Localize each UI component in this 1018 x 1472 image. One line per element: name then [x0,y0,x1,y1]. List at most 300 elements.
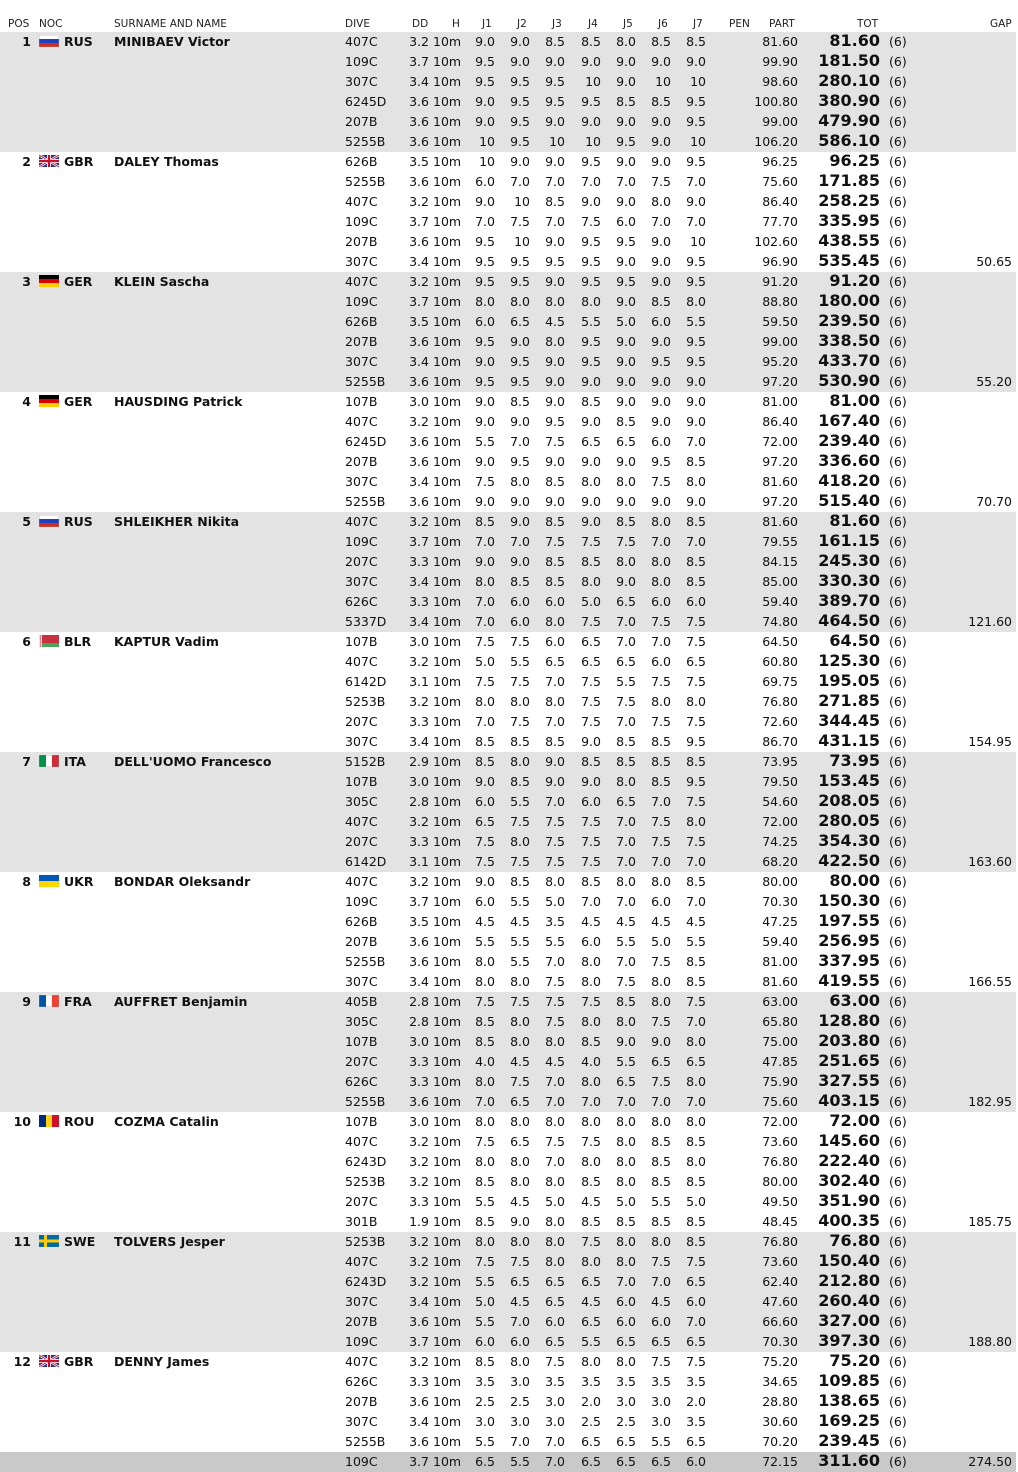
judge-score: 6.0 [686,1454,706,1469]
judge-score: 8.0 [616,554,636,569]
judge-score: 8.0 [545,294,565,309]
athlete-name: DALEY Thomas [114,154,219,169]
judge-score: 6.0 [475,174,495,189]
dive-height: 10m [433,474,462,489]
dive-code: 5253B [345,694,386,709]
dive-rank: (6) [889,1134,907,1149]
dive-rank: (6) [889,814,907,829]
dive-difficulty: 3.6 [409,434,429,449]
dive-difficulty: 3.5 [409,154,429,169]
judge-score: 9.5 [475,234,495,249]
athlete-group [0,872,1018,992]
dive-difficulty: 3.7 [409,894,429,909]
judge-score: 8.5 [651,34,671,49]
great-britain-flag-icon [39,1355,59,1367]
judge-score: 3.5 [545,914,565,929]
table-row [0,392,1018,412]
judge-score: 4.0 [475,1054,495,1069]
dive-code: 305C [345,794,378,809]
germany-flag-icon [39,275,59,287]
judge-score: 7.5 [616,974,636,989]
judge-score: 9.0 [651,114,671,129]
dive-height: 10m [433,1114,462,1129]
judge-score: 8.0 [651,694,671,709]
running-total: 80.00 [829,871,880,890]
dive-code: 207B [345,934,378,949]
dive-points: 102.60 [754,234,798,249]
judge-score: 9.0 [616,54,636,69]
judge-score: 6.0 [475,894,495,909]
judge-score: 7.5 [510,814,530,829]
dive-difficulty: 3.6 [409,1314,429,1329]
dive-difficulty: 3.2 [409,1354,429,1369]
dive-code: 6243D [345,1154,387,1169]
judge-score: 6.5 [651,1334,671,1349]
judge-score: 8.0 [651,514,671,529]
judge-score: 9.5 [475,54,495,69]
italy-flag-icon [39,755,59,767]
judge-score: 8.0 [510,834,530,849]
judge-score: 9.0 [686,394,706,409]
judge-score: 6.0 [475,314,495,329]
running-total: 91.20 [829,271,880,290]
judge-score: 5.5 [475,1274,495,1289]
judge-score: 8.0 [686,474,706,489]
judge-score: 8.5 [686,1134,706,1149]
judge-score: 9.0 [616,114,636,129]
judge-score: 9.0 [545,494,565,509]
dive-code: 307C [345,574,378,589]
athlete-position: 2 [22,154,31,169]
judge-score: 5.5 [686,314,706,329]
judge-score: 9.5 [510,454,530,469]
judge-score: 7.5 [475,1134,495,1149]
dive-difficulty: 3.2 [409,1274,429,1289]
judge-score: 9.0 [545,114,565,129]
judge-score: 6.5 [510,1274,530,1289]
dive-difficulty: 3.2 [409,874,429,889]
dive-height: 10m [433,374,462,389]
judge-score: 8.5 [616,734,636,749]
judge-score: 5.5 [510,954,530,969]
judge-score: 6.5 [545,1294,565,1309]
dive-rank: (6) [889,654,907,669]
running-total: 125.30 [818,651,880,670]
table-row [0,1192,1018,1212]
judge-score: 3.0 [651,1414,671,1429]
table-row [0,292,1018,312]
dive-height: 10m [433,894,462,909]
header-j5: J5 [623,18,633,30]
judge-score: 3.0 [510,1374,530,1389]
judge-score: 9.5 [686,154,706,169]
table-row [0,272,1018,292]
running-total: 222.40 [818,1151,880,1170]
table-row [0,432,1018,452]
judge-score: 9.0 [475,414,495,429]
dive-height: 10m [433,1394,462,1409]
table-row [0,512,1018,532]
judge-score: 7.5 [651,814,671,829]
judge-score: 8.0 [616,774,636,789]
judge-score: 9.5 [686,774,706,789]
judge-score: 8.5 [616,414,636,429]
dive-height: 10m [433,434,462,449]
dive-points: 75.60 [762,174,798,189]
judge-score: 8.5 [545,574,565,589]
judge-score: 8.5 [581,34,601,49]
judge-score: 8.0 [510,1014,530,1029]
dive-difficulty: 3.2 [409,1154,429,1169]
sweden-flag-icon [39,1235,59,1247]
judge-score: 7.0 [651,1094,671,1109]
dive-code: 6142D [345,674,387,689]
judge-score: 5.0 [475,1294,495,1309]
dive-code: 107B [345,634,378,649]
dive-difficulty: 3.6 [409,374,429,389]
judge-score: 7.5 [545,534,565,549]
judge-score: 8.5 [686,1234,706,1249]
judge-score: 7.0 [616,954,636,969]
running-total: 530.90 [818,371,880,390]
judge-score: 7.5 [510,214,530,229]
dive-code: 407C [345,514,378,529]
dive-difficulty: 3.1 [409,854,429,869]
judge-score: 7.5 [686,674,706,689]
judge-score: 3.0 [545,1414,565,1429]
dive-rank: (6) [889,734,907,749]
judge-score: 8.0 [475,974,495,989]
judge-score: 7.5 [581,694,601,709]
dive-difficulty: 3.7 [409,54,429,69]
judge-score: 8.0 [475,954,495,969]
judge-score: 8.5 [581,394,601,409]
athlete-name: KLEIN Sascha [114,274,210,289]
judge-score: 8.5 [686,974,706,989]
judge-score: 8.0 [616,1154,636,1169]
dive-rank: (6) [889,1334,907,1349]
judge-score: 4.5 [545,314,565,329]
dive-height: 10m [433,334,462,349]
judge-score: 7.0 [686,854,706,869]
running-total: 208.05 [818,791,880,810]
dive-height: 10m [433,1254,462,1269]
table-row [0,132,1018,152]
judge-score: 7.5 [651,834,671,849]
judge-score: 6.5 [581,1454,601,1469]
judge-score: 5.0 [545,894,565,909]
judge-score: 8.0 [616,1174,636,1189]
dive-points: 80.00 [762,1174,798,1189]
judge-score: 7.5 [475,634,495,649]
running-total: 239.45 [818,1431,880,1450]
judge-score: 8.0 [545,1174,565,1189]
judge-score: 7.0 [686,1314,706,1329]
judge-score: 9.0 [651,394,671,409]
judge-score: 7.5 [545,1354,565,1369]
athlete-position: 6 [22,634,31,649]
russia-flag-icon [39,515,59,527]
judge-score: 6.5 [686,654,706,669]
dive-rank: (6) [889,1194,907,1209]
judge-score: 7.5 [616,534,636,549]
dive-points: 99.00 [762,334,798,349]
dive-height: 10m [433,994,462,1009]
judge-score: 7.0 [545,794,565,809]
athlete-noc: FRA [64,994,92,1009]
header-dive: DIVE [345,18,370,30]
judge-score: 9.5 [545,254,565,269]
running-total: 400.35 [818,1211,880,1230]
judge-score: 8.5 [651,1214,671,1229]
dive-rank: (6) [889,1354,907,1369]
dive-points: 70.30 [762,1334,798,1349]
judge-score: 9.0 [510,154,530,169]
dive-difficulty: 3.6 [409,954,429,969]
judge-score: 9.5 [581,354,601,369]
dive-code: 109C [345,894,378,909]
judge-score: 9.0 [581,454,601,469]
judge-score: 7.5 [510,634,530,649]
athlete-position: 4 [22,394,31,409]
judge-score: 9.0 [651,494,671,509]
dive-difficulty: 3.6 [409,334,429,349]
running-total: 337.95 [818,951,880,970]
judge-score: 5.5 [510,894,530,909]
judge-score: 8.0 [581,1354,601,1369]
running-total: 344.45 [818,711,880,730]
dive-difficulty: 3.7 [409,294,429,309]
judge-score: 7.0 [651,634,671,649]
judge-score: 9.0 [475,194,495,209]
running-total: 280.05 [818,811,880,830]
judge-score: 7.5 [475,834,495,849]
running-total: 330.30 [818,571,880,590]
judge-score: 9.0 [510,54,530,69]
judge-score: 10 [514,234,530,249]
judge-score: 8.5 [616,754,636,769]
judge-score: 8.0 [510,1174,530,1189]
athlete-noc: UKR [64,874,94,889]
athlete-noc: GER [64,394,93,409]
dive-code: 407C [345,274,378,289]
judge-score: 9.5 [510,74,530,89]
great-britain-flag-icon [39,155,59,167]
dive-rank: (6) [889,354,907,369]
judge-score: 8.5 [651,774,671,789]
gap-to-leader: 185.75 [968,1214,1012,1229]
table-row [0,732,1018,752]
judge-score: 7.0 [475,214,495,229]
judge-score: 8.5 [510,874,530,889]
judge-score: 8.0 [510,1114,530,1129]
dive-code: 307C [345,974,378,989]
judge-score: 8.0 [581,974,601,989]
judge-score: 4.5 [510,914,530,929]
dive-difficulty: 3.7 [409,214,429,229]
judge-score: 4.5 [581,914,601,929]
judge-score: 9.0 [616,454,636,469]
judge-score: 2.5 [581,1414,601,1429]
judge-score: 8.0 [475,1234,495,1249]
judge-score: 9.0 [616,1034,636,1049]
judge-score: 9.0 [510,414,530,429]
dive-points: 97.20 [762,454,798,469]
dive-code: 626C [345,594,378,609]
judge-score: 4.5 [616,914,636,929]
judge-score: 8.0 [475,294,495,309]
judge-score: 8.0 [686,1074,706,1089]
judge-score: 9.5 [686,354,706,369]
judge-score: 8.5 [686,34,706,49]
judge-score: 9.0 [686,494,706,509]
table-row [0,1292,1018,1312]
judge-score: 7.0 [475,714,495,729]
judge-score: 4.5 [510,1294,530,1309]
judge-score: 4.5 [686,914,706,929]
dive-rank: (6) [889,634,907,649]
judge-score: 9.0 [686,194,706,209]
judge-score: 6.0 [545,594,565,609]
dive-height: 10m [433,394,462,409]
judge-score: 9.5 [616,274,636,289]
judge-score: 9.5 [545,94,565,109]
judge-score: 8.0 [510,1034,530,1049]
header-gap: GAP [990,18,1012,30]
running-total: 72.00 [829,1111,880,1130]
header-j2: J2 [517,18,527,30]
dive-rank: (6) [889,94,907,109]
table-row [0,1172,1018,1192]
dive-points: 75.60 [762,1094,798,1109]
table-row [0,192,1018,212]
judge-score: 7.5 [475,474,495,489]
dive-difficulty: 3.0 [409,634,429,649]
judge-score: 9.0 [581,54,601,69]
dive-difficulty: 3.6 [409,1434,429,1449]
running-total: 302.40 [818,1171,880,1190]
judge-score: 6.0 [651,434,671,449]
dive-points: 99.90 [762,54,798,69]
judge-score: 6.5 [686,1054,706,1069]
athlete-group [0,632,1018,752]
dive-points: 84.15 [762,554,798,569]
dive-code: 5253B [345,1234,386,1249]
running-total: 128.80 [818,1011,880,1030]
dive-code: 305C [345,1014,378,1029]
running-total: 63.00 [829,991,880,1010]
athlete-noc: ITA [64,754,86,769]
dive-height: 10m [433,1434,462,1449]
dive-height: 10m [433,714,462,729]
judge-score: 5.5 [651,1194,671,1209]
dive-points: 54.60 [762,794,798,809]
running-total: 438.55 [818,231,880,250]
judge-score: 8.5 [475,1014,495,1029]
dive-difficulty: 3.2 [409,654,429,669]
table-row [0,1372,1018,1392]
running-total: 336.60 [818,451,880,470]
table-row [0,712,1018,732]
ukraine-flag-icon [39,875,59,887]
judge-score: 9.0 [651,374,671,389]
judge-score: 10 [549,134,565,149]
athlete-position: 1 [22,34,31,49]
dive-difficulty: 3.7 [409,1334,429,1349]
judge-score: 9.0 [581,374,601,389]
dive-difficulty: 3.4 [409,74,429,89]
dive-points: 74.80 [762,614,798,629]
judge-score: 3.5 [651,1374,671,1389]
judge-score: 7.0 [616,834,636,849]
judge-score: 5.5 [475,1194,495,1209]
dive-points: 77.70 [762,214,798,229]
judge-score: 6.0 [475,794,495,809]
dive-code: 207B [345,454,378,469]
judge-score: 5.5 [510,794,530,809]
judge-score: 5.5 [651,1434,671,1449]
header-pos: POS [8,18,30,30]
dive-points: 100.80 [754,94,798,109]
judge-score: 5.5 [510,1454,530,1469]
judge-score: 7.0 [686,1014,706,1029]
table-row [0,1112,1018,1132]
judge-score: 8.5 [475,1214,495,1229]
dive-code: 6245D [345,434,387,449]
running-total: 96.25 [829,151,880,170]
table-row [0,372,1018,392]
judge-score: 7.5 [581,1234,601,1249]
judge-score: 8.5 [510,574,530,589]
running-total: 167.40 [818,411,880,430]
dive-code: 107B [345,394,378,409]
judge-score: 8.0 [545,1214,565,1229]
table-row [0,72,1018,92]
dive-rank: (6) [889,1434,907,1449]
judge-score: 9.0 [510,514,530,529]
table-row [0,1452,1018,1472]
judge-score: 9.0 [510,1214,530,1229]
table-row [0,412,1018,432]
judge-score: 7.0 [616,814,636,829]
judge-score: 7.0 [510,434,530,449]
dive-height: 10m [433,1034,462,1049]
dive-points: 72.00 [762,434,798,449]
judge-score: 7.5 [545,974,565,989]
judge-score: 8.0 [616,1134,636,1149]
judge-score: 6.0 [581,934,601,949]
judge-score: 8.0 [510,1154,530,1169]
judge-score: 8.5 [616,514,636,529]
judge-score: 3.0 [545,1394,565,1409]
header-h: H [452,18,460,30]
table-row [0,1052,1018,1072]
athlete-noc: SWE [64,1234,96,1249]
dive-points: 95.20 [762,354,798,369]
judge-score: 10 [585,134,601,149]
judge-score: 8.5 [475,1174,495,1189]
judge-score: 8.0 [510,974,530,989]
dive-height: 10m [433,674,462,689]
judge-score: 10 [585,74,601,89]
judge-score: 9.0 [616,194,636,209]
dive-difficulty: 3.6 [409,1094,429,1109]
judge-score: 8.5 [686,514,706,529]
dive-rank: (6) [889,214,907,229]
dive-code: 6243D [345,1274,387,1289]
dive-height: 10m [433,1274,462,1289]
dive-difficulty: 3.2 [409,1134,429,1149]
